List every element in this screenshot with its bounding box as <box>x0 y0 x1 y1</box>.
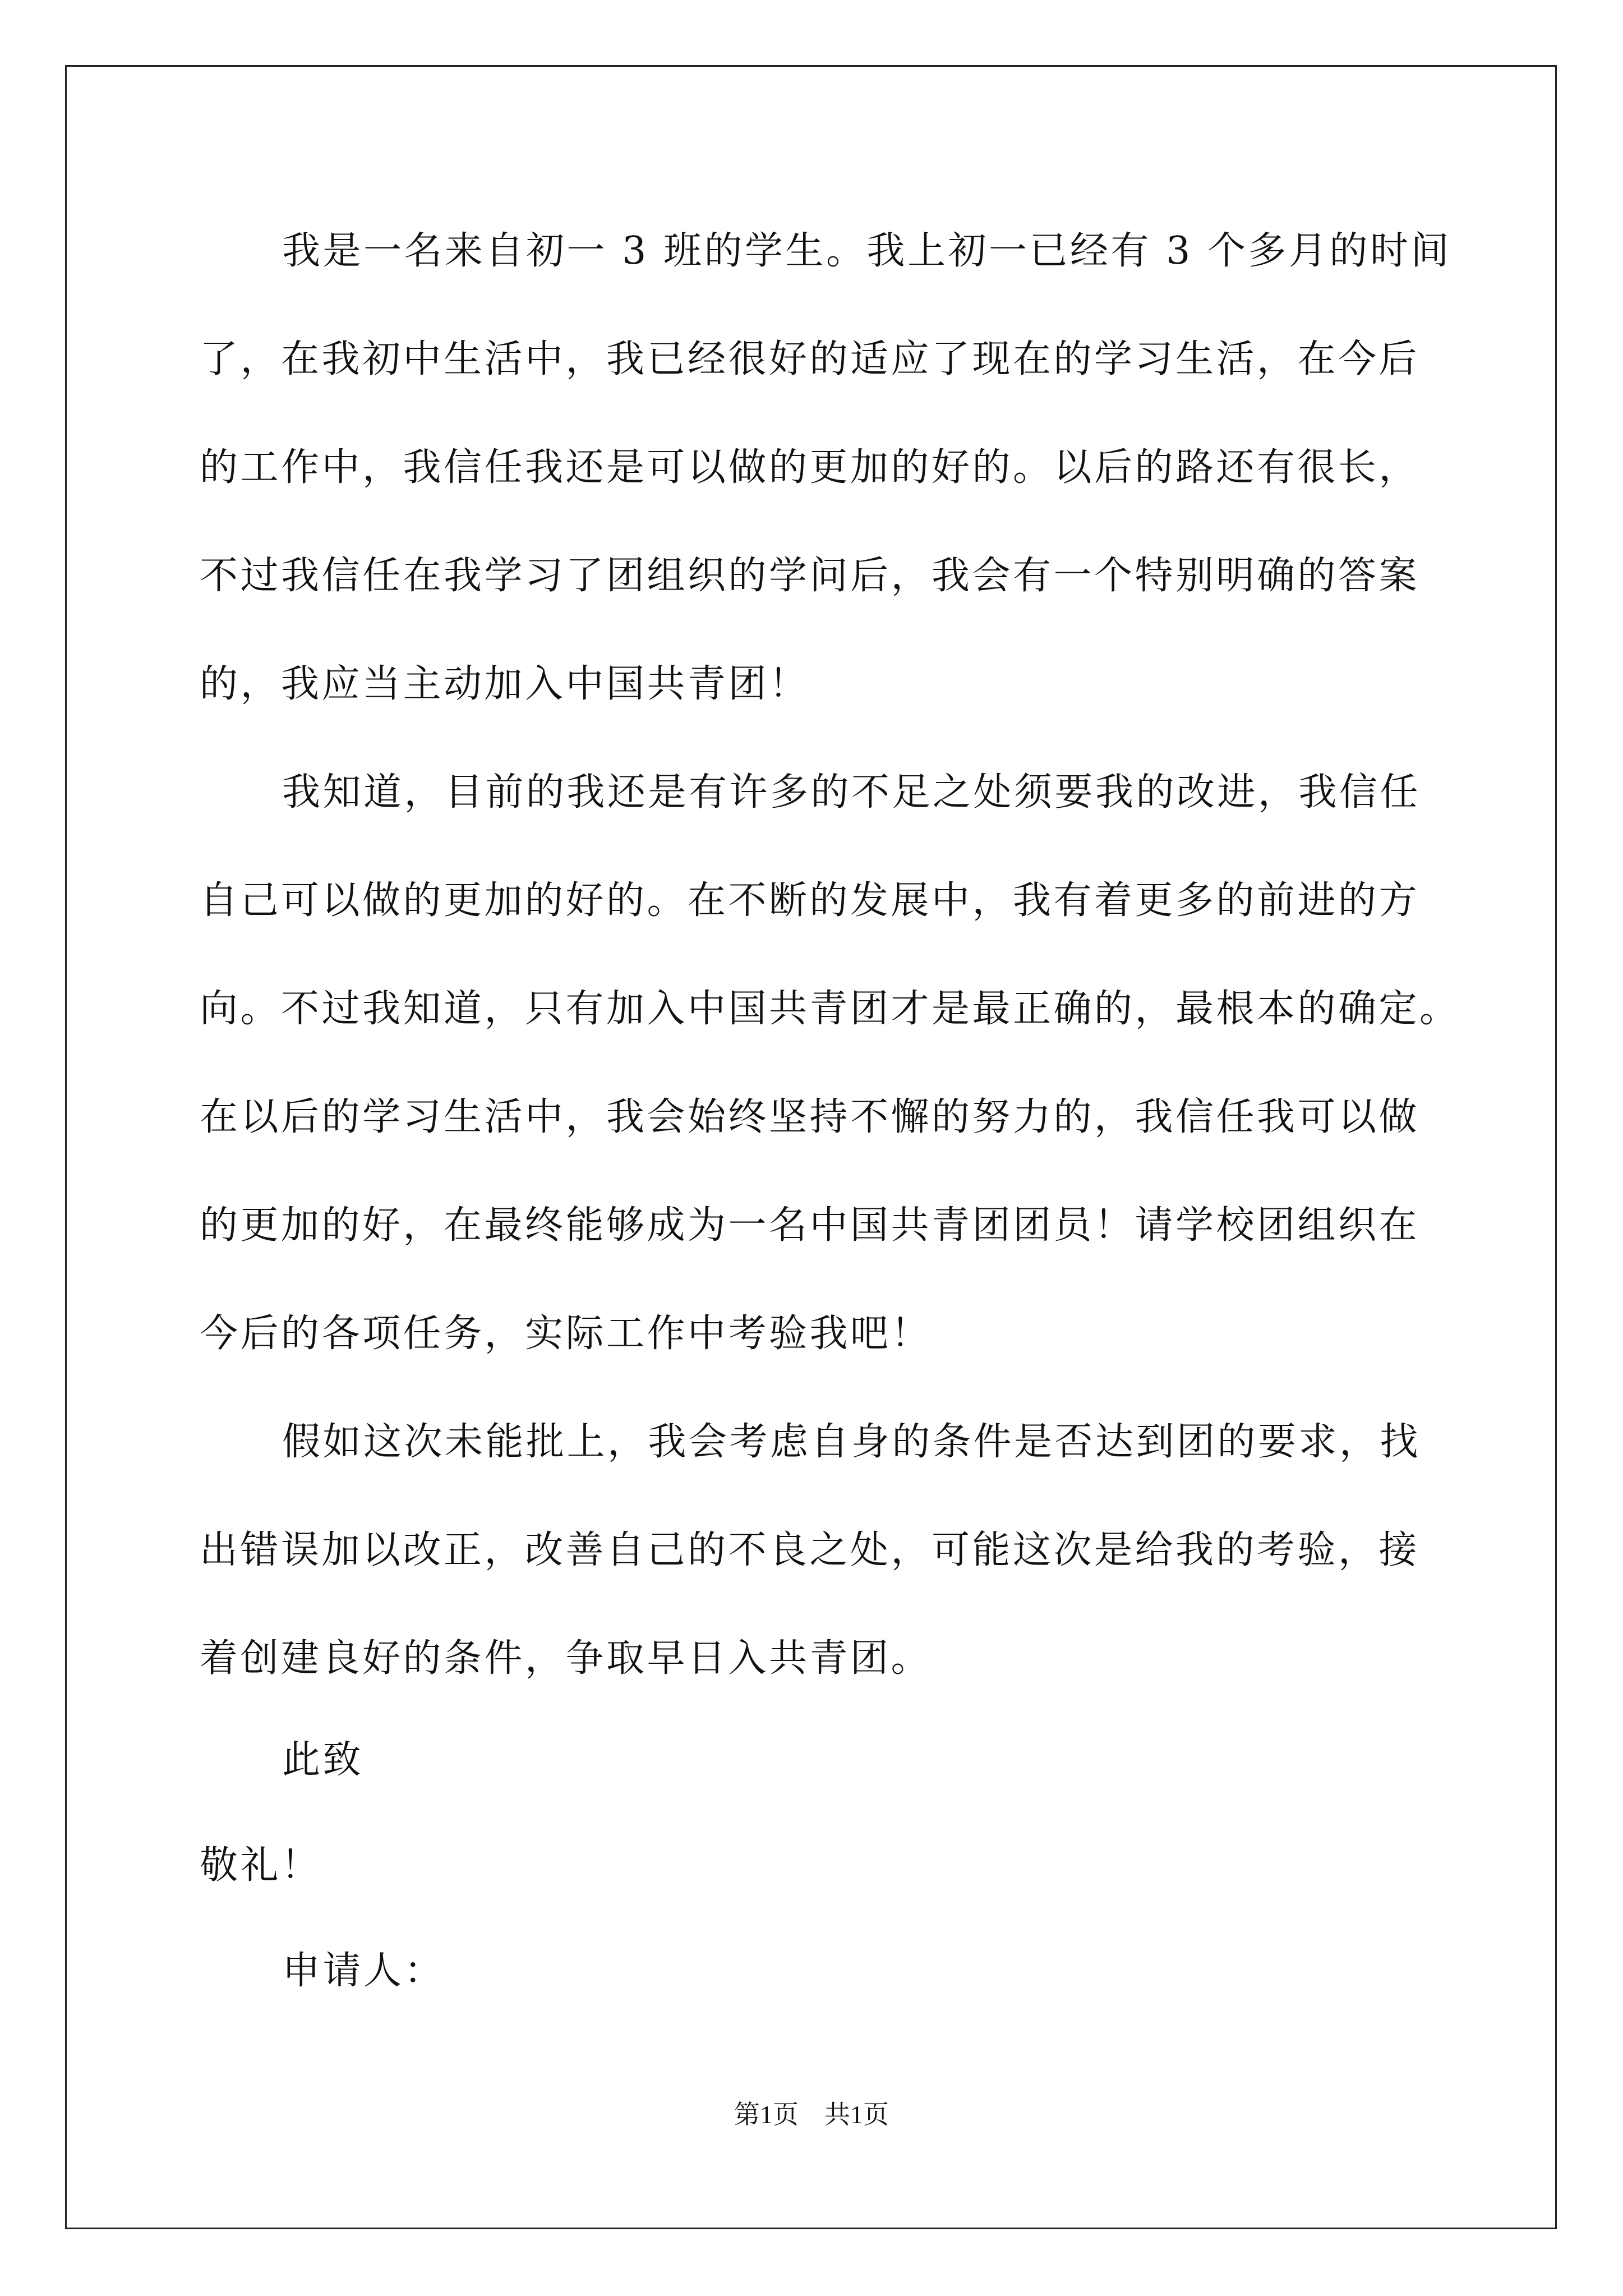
paragraph-2-line-4: 在以后的学习生活中，我会始终坚持不懈的努力的，我信任我可以做 <box>200 1095 1420 1139</box>
page-footer: 第1页 共1页 <box>734 2100 889 2129</box>
paragraph-3-line-2: 出错误加以改正，改善自己的不良之处，可能这次是给我的考验，接 <box>200 1528 1420 1572</box>
paragraph-2-line-5: 的更加的好，在最终能够成为一名中国共青团团员！请学校团组织在 <box>200 1203 1420 1248</box>
paragraph-2-line-2: 自己可以做的更加的好的。在不断的发展中，我有着更多的前进的方 <box>200 878 1420 923</box>
paragraph-1-line-5: 的，我应当主动加入中国共青团！ <box>200 662 810 706</box>
paragraph-2-line-6: 今后的各项任务，实际工作中考验我吧！ <box>200 1312 932 1356</box>
applicant-signature-label: 申请人： <box>282 1949 445 1993</box>
paragraph-1-line-1: 我是一名来自初一 3 班的学生。我上初一已经有 3 个多月的时间 <box>282 229 1451 273</box>
closing-regards: 敬礼！ <box>200 1843 322 1888</box>
paragraph-2-line-3: 向。不过我知道，只有加入中国共青团才是最正确的，最根本的确定。 <box>200 987 1460 1031</box>
page-border <box>65 65 1557 2229</box>
paragraph-1-line-4: 不过我信任在我学习了团组织的学问后，我会有一个特别明确的答案 <box>200 554 1420 598</box>
closing-salutation: 此致 <box>282 1738 364 1782</box>
paragraph-1-line-3: 的工作中，我信任我还是可以做的更加的好的。以后的路还有很长， <box>200 445 1420 490</box>
paragraph-2-line-1: 我知道，目前的我还是有许多的不足之处须要我的改进，我信任 <box>282 770 1421 815</box>
paragraph-3-line-3: 着创建良好的条件，争取早日入共青团。 <box>200 1636 932 1681</box>
paragraph-3-line-1: 假如这次未能批上，我会考虑自身的条件是否达到团的要求，找 <box>282 1420 1421 1464</box>
paragraph-1-line-2: 了，在我初中生活中，我已经很好的适应了现在的学习生活，在今后 <box>200 337 1420 381</box>
